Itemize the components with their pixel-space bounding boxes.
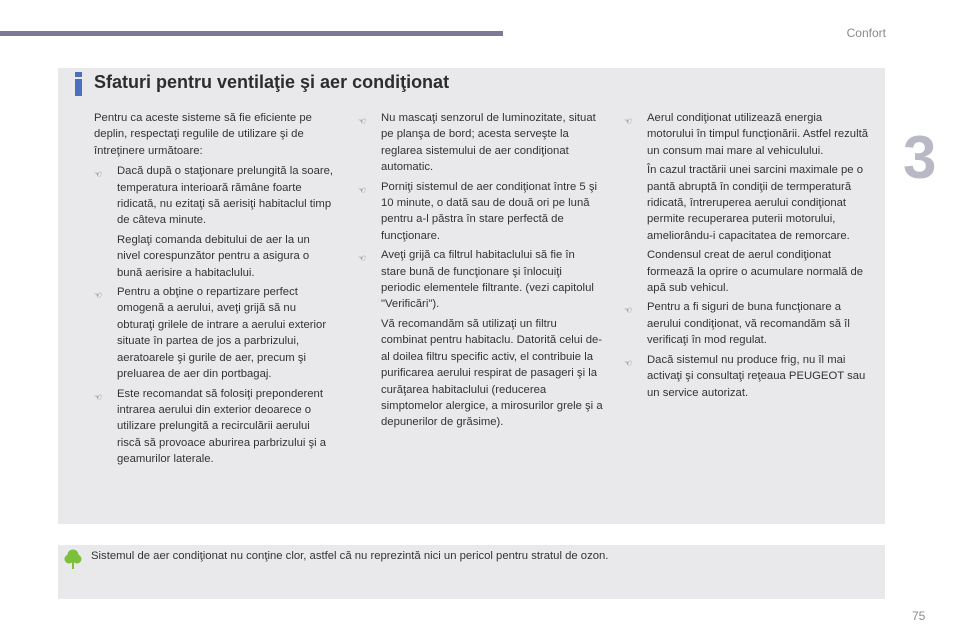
list-item: ☜ Aveţi grijă ca filtrul habitaclului să fie în stare bună de funcţionare şi înlocuiţi periodic elementele filtrante. (vezi capitolul "Verificări"). [358, 249, 594, 311]
bullet-icon: ☜ [358, 253, 367, 264]
panel-title: Sfaturi pentru ventilaţie şi aer condiţionat [94, 72, 450, 92]
intro-text: Pentru ca aceste sisteme să fie eficiente pe deplin, respectaţi regulile de utilizare şi de întreţinere următoare: [94, 112, 312, 157]
bullet-icon: ☜ [358, 116, 367, 126]
list-item: ☜ Dacă după o staţionare prelungită la soare, temperatura interioară rămâne foarte ridicată, nu ezitaţi să aerisiţi habitaclul timp de câteva minute. [94, 165, 334, 227]
bullet-icon: ☜ [624, 357, 633, 368]
column-1 [94, 110, 334, 471]
list-item: ☜ Pentru a fi siguri de buna funcţionare a aerului condiţionat, vă recomandăm să îl verificaţi în mod regulat. [624, 301, 850, 347]
eco-note-text: Sistemul de aer condiţionat nu conţine clor, astfel că nu reprezintă nici un pericol pentru stratul de ozon. [91, 550, 609, 562]
info-icon [68, 69, 88, 97]
chapter-number: 3 [903, 124, 937, 191]
page-number: 75 [912, 609, 926, 623]
list-item: ☜ Nu mascaţi senzorul de luminozitate, situat pe planşa de bord; acesta serveşte la reglarea sistemului de aer condiţionat automatic. [358, 112, 596, 174]
column-3 [624, 110, 869, 404]
list-item: ☜ Pentru a obţine o repartizare perfect omogenă a aerului, aveţi grijă să nu obturaţi grilele de intrare a aerului exterior situate în partea de jos a parbrizului, aeratoarele şi gurile de aer, precum şi preluarea de aer din portbagaj. [94, 286, 327, 381]
bullet-icon: ☜ [624, 116, 633, 126]
bullet-icon: ☜ [624, 305, 633, 316]
bullet-icon: ☜ [94, 169, 103, 180]
list-item: ☜ Aerul condiţionat utilizează energia motorului în timpul funcţionării. Astfel rezultă un consum mai mare al vehiculului. [624, 112, 869, 157]
list-item-detail: Reglaţi comanda debitului de aer la un nivel corespunzător pentru a asigura o bună aerisire a habitaclului. [117, 233, 310, 279]
list-item: ☜ Dacă sistemul nu produce frig, nu îl mai activaţi şi consultaţi reţeaua PEUGEOT sau un service autorizat. [624, 353, 866, 399]
bullet-icon: ☜ [358, 184, 367, 195]
eco-leaf-icon [64, 548, 82, 570]
column-2 [358, 110, 603, 434]
header-accent-bar [0, 31, 503, 36]
list-item-detail: Condensul creat de aerul condiţionat formează la oprire o acumulare normală de apă sub vehicul. [647, 249, 864, 295]
bullet-icon: ☜ [94, 290, 103, 301]
list-item-detail: Vă recomandăm să utilizaţi un filtru combinat pentru habitaclu. Datorită celui de-al doilea filtru specific activ, el contribuie la purificarea aerului respirat de pasageri şi la curăţarea habitaclului (reducerea simptomelor alergice, a mirosurilor grele şi a depunerilor de grăsime). [381, 317, 603, 429]
list-item-detail: În cazul tractării unei sarcini maximale pe o pantă abruptă în condiţii de termperatură ridicată, întreruperea aerului condiţionat permite recuperarea puterii motorului, ameliorându-i capacitatea de remorcare. [647, 164, 863, 242]
list-item: ☜ Este recomandat să folosiţi preponderent intrarea aerului din exterior deoarece o utilizare prelungită a recirculării aerului riscă să provoace aburirea parbrizului şi a geamurilor laterale. [94, 387, 327, 466]
bullet-icon: ☜ [94, 391, 103, 402]
section-name: Confort [846, 26, 886, 40]
list-item: ☜ Porniţi sistemul de aer condiţionat între 5 şi 10 minute, o dată sau de două ori pe lună pentru a-l păstra în stare perfectă de funcţionare. [358, 180, 598, 242]
